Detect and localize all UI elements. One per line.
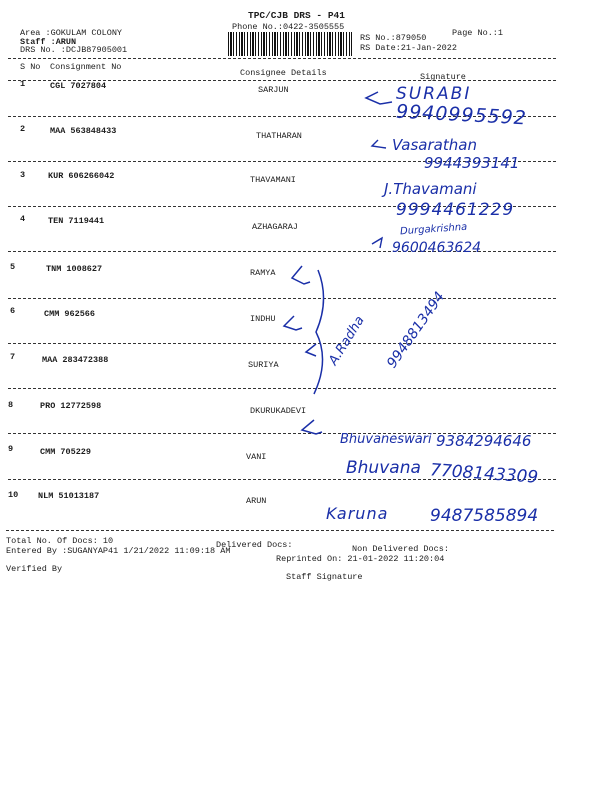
row-consignee: ARUN xyxy=(246,496,267,506)
signature-r9a-name: Bhuvaneswari xyxy=(340,432,432,447)
row-consignment: MAA 563848433 xyxy=(50,126,117,136)
row-consignee: THATHARAN xyxy=(256,131,302,141)
phone-number: Phone No.:0422-3505555 xyxy=(232,22,345,32)
row-sno: 5 xyxy=(10,262,16,272)
area-label: Area :GOKULAM COLONY xyxy=(20,28,123,38)
signature-r1-phone: 9940995592 xyxy=(395,100,528,130)
sheet-title: TPC/CJB DRS - P41 xyxy=(248,10,345,21)
row-sno: 8 xyxy=(8,400,14,410)
total-docs: Total No. Of Docs: 10 xyxy=(6,536,114,546)
col-sno: S No xyxy=(20,62,41,72)
signature-r9b-phone: 7708143309 xyxy=(429,460,539,488)
row-consignee: SURIYA xyxy=(248,360,279,370)
row-consignment: NLM 51013187 xyxy=(38,491,100,501)
non-delivered-docs: Non Delivered Docs: xyxy=(352,544,449,554)
row-consignment: PRO 12772598 xyxy=(40,401,102,411)
row-consignee: RAMYA xyxy=(250,268,276,278)
row-consignee: VANI xyxy=(246,452,267,462)
row-consignee: INDHU xyxy=(250,314,276,324)
signature-r3-name: J.Thavamani xyxy=(384,180,477,198)
signature-r4-phone: 9600463624 xyxy=(392,240,482,256)
row-sno: 4 xyxy=(20,214,26,224)
row-sno: 3 xyxy=(20,170,26,180)
entered-by: Entered By :SUGANYAP41 1/21/2022 11:09:18 AM xyxy=(6,546,231,556)
row-sno: 1 xyxy=(20,79,26,89)
signature-r3-phone: 9994461229 xyxy=(396,200,515,220)
row-sno: 10 xyxy=(8,490,19,500)
signature-r9a-phone: 9384294646 xyxy=(436,432,532,450)
row-consignee: AZHAGARAJ xyxy=(252,222,298,232)
reprinted-on: Reprinted On: 21-01-2022 11:20:04 xyxy=(276,554,445,564)
signature-r1-name: SURABI xyxy=(396,84,472,104)
row-consignment: CGL 7027804 xyxy=(50,81,107,91)
signature-r7-name: A.Radha xyxy=(326,313,368,368)
signature-r2-phone: 9944393141 xyxy=(424,154,520,172)
row-consignee: SARJUN xyxy=(258,85,289,95)
rs-number: RS No.:879050 xyxy=(360,33,427,43)
row-sno: 6 xyxy=(10,306,16,316)
verified-by: Verified By xyxy=(6,564,63,574)
row-consignment: TNM 1008627 xyxy=(46,264,103,274)
row-consignment: KUR 606266042 xyxy=(48,171,115,181)
signature-r10-name: Karuna xyxy=(326,504,389,523)
col-consignment: Consignment No xyxy=(50,62,122,72)
row-sno: 7 xyxy=(10,352,16,362)
staff-label: Staff :ARUN xyxy=(20,37,77,47)
signature-r7-phone: 9948813494 xyxy=(384,289,449,372)
col-signature: Signature xyxy=(420,72,466,82)
row-consignment: MAA 283472388 xyxy=(42,355,109,365)
row-consignee: THAVAMANI xyxy=(250,175,296,185)
row-consignment: CMM 962566 xyxy=(44,309,96,319)
signature-r2-name: Vasarathan xyxy=(392,136,477,154)
staff-signature: Staff Signature xyxy=(286,572,363,582)
signature-r9b-name: Bhuvana xyxy=(346,458,421,478)
page-number: Page No.:1 xyxy=(452,28,504,38)
col-consignee: Consignee Details xyxy=(240,68,327,78)
signature-r4-name: Durgakrishna xyxy=(399,221,468,238)
row-sno: 9 xyxy=(8,444,14,454)
drs-number: DRS No. :DCJB87905001 xyxy=(20,45,128,55)
row-sno: 2 xyxy=(20,124,26,134)
rs-date: RS Date:21-Jan-2022 xyxy=(360,43,457,53)
delivered-docs: Delivered Docs: xyxy=(216,540,293,550)
row-consignment: CMM 705229 xyxy=(40,447,92,457)
row-consignment: TEN 7119441 xyxy=(48,216,105,226)
signature-r10-phone: 9487585894 xyxy=(430,506,539,526)
row-consignee: DKURUKADEVI xyxy=(250,406,307,416)
